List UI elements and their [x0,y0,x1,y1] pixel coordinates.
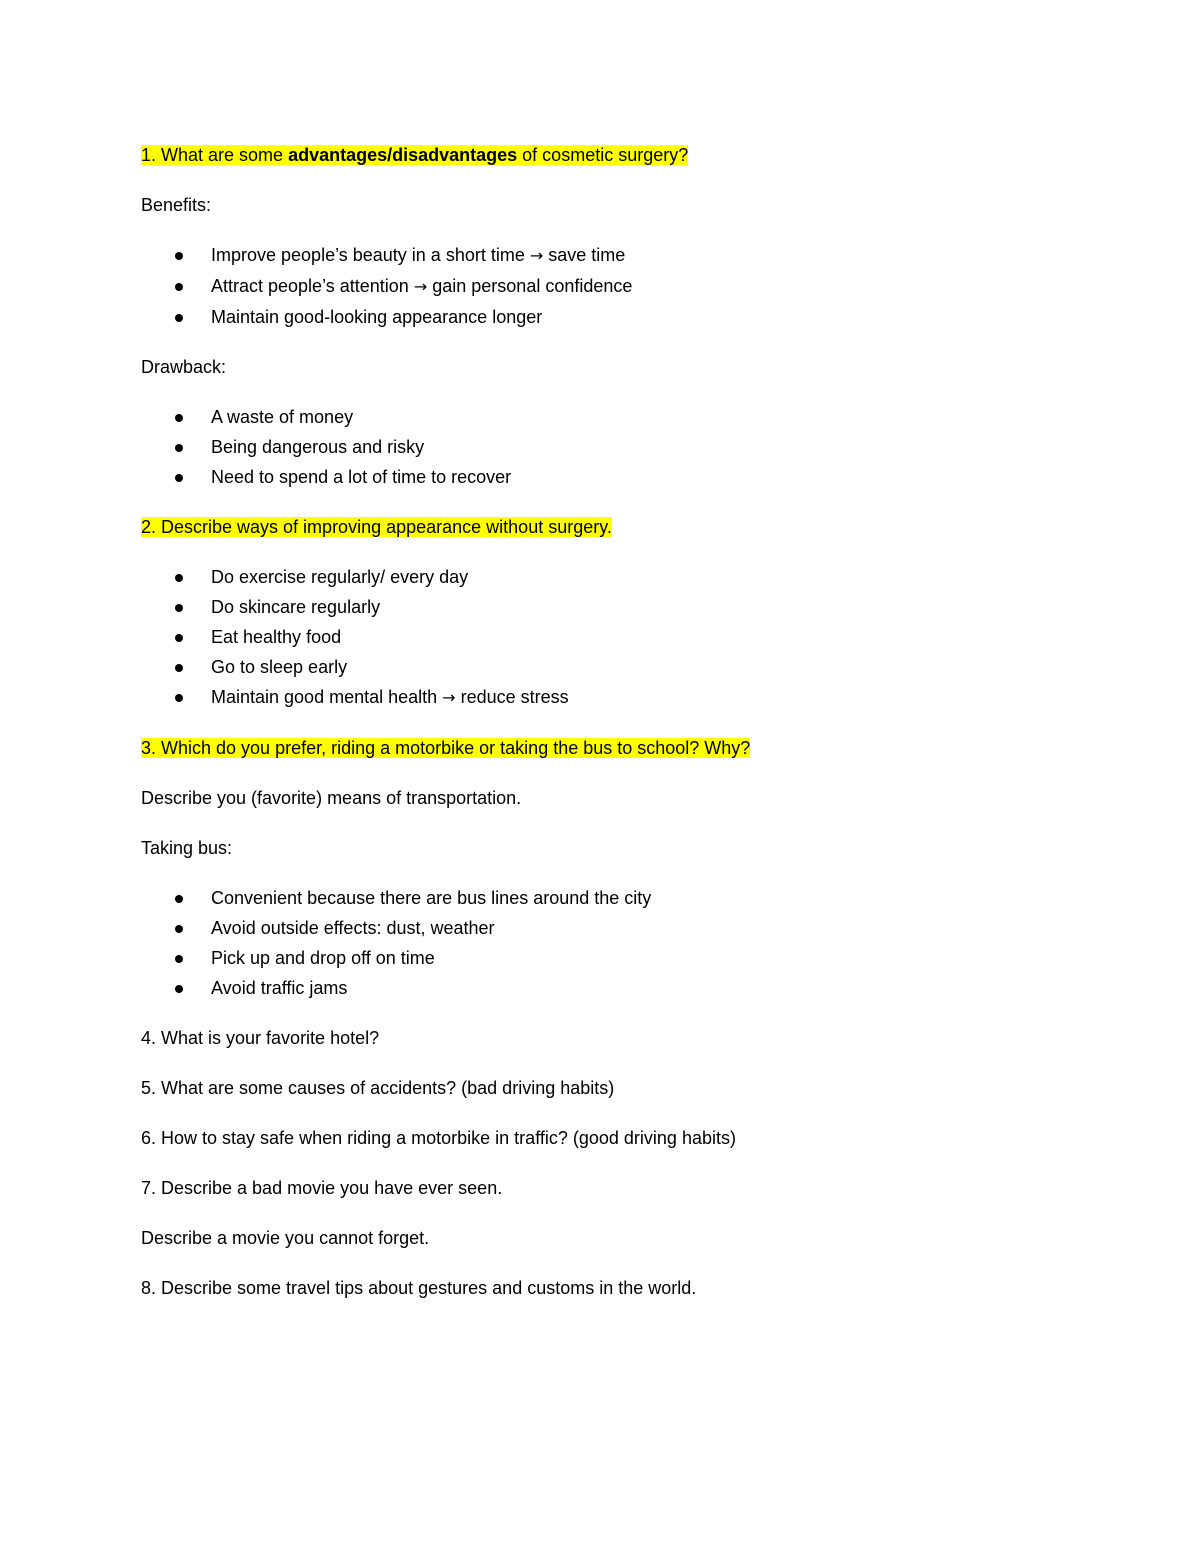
question-2-highlight: 2. Describe ways of improving appearance without surgery. [141,517,612,537]
list-item [141,432,1071,462]
question-2 [141,512,1071,542]
bullet-icon [175,985,183,993]
list-item-result: reduce stress [460,687,569,707]
question-7-followup: Describe a movie you cannot forget. [141,1228,430,1248]
list-item [141,652,1071,682]
arrow-right-icon: → [442,688,456,707]
bullet-icon [175,444,183,452]
list-item-result: gain personal confidence [432,276,633,296]
list-item [141,462,1071,492]
list-item [141,240,1071,271]
question-1-suffix: of cosmetic surgery? [517,145,689,165]
list-item [141,271,1071,302]
list-item [141,592,1071,622]
list-item-text: Maintain good mental health [211,687,438,707]
list-item-text: Pick up and drop off on time [211,948,435,968]
question-4: 4. What is your favorite hotel? [141,1028,380,1048]
list-item-text: Maintain good-looking appearance longer [211,307,543,327]
list-item-text: Avoid traffic jams [211,978,348,998]
list-item [141,943,1071,973]
question-5: 5. What are some causes of accidents? (bad driving habits) [141,1078,615,1098]
ways-list [141,562,1071,713]
question-6: 6. How to stay safe when riding a motorbike in traffic? (good driving habits) [141,1128,736,1148]
arrow-right-icon: → [529,246,544,265]
list-item [141,883,1071,913]
question-1-highlight [141,145,688,165]
bullet-icon [175,314,183,322]
bullet-icon [175,634,183,642]
list-item-text: Do exercise regularly/ every day [211,567,469,587]
list-item [141,562,1071,592]
bullet-icon [175,925,183,933]
list-item [141,622,1071,652]
bullet-icon [175,574,183,582]
list-item-text: Attract people’s attention [211,276,409,296]
question-3-followup: Describe you (favorite) means of transportation. [141,788,522,808]
bullet-icon [175,414,183,422]
list-item [141,913,1071,943]
arrow-right-icon: → [413,277,428,296]
list-item-result: save time [548,245,626,265]
drawbacks-list [141,402,1071,492]
list-item [141,973,1071,1003]
bullet-icon [175,664,183,672]
list-item [141,302,1071,332]
bullet-icon [175,604,183,612]
list-item-text: Eat healthy food [211,627,342,647]
bullet-icon [175,955,183,963]
document-body [141,140,1071,1323]
list-item-text: Improve people’s beauty in a short time [211,245,525,265]
benefits-list [141,240,1071,332]
list-item-text: Do skincare regularly [211,597,381,617]
question-3 [141,733,1071,763]
question-7: 7. Describe a bad movie you have ever seen. [141,1178,503,1198]
list-item-text: Being dangerous and risky [211,437,425,457]
benefits-label: Benefits: [141,195,212,215]
question-8: 8. Describe some travel tips about gestures and customs in the world. [141,1278,697,1298]
list-item-text: Need to spend a lot of time to recover [211,467,512,487]
list-item-text: Avoid outside effects: dust, weather [211,918,495,938]
bullet-icon [175,694,183,702]
list-item [141,682,1071,713]
question-1-prefix: 1. What are some [141,145,289,165]
question-1-bold-term: advantages/disadvantages [288,145,518,165]
question-3-highlight: 3. Which do you prefer, riding a motorbike or taking the bus to school? Why? [141,738,751,758]
taking-bus-label: Taking bus: [141,838,233,858]
bullet-icon [175,283,183,291]
bullet-icon [175,474,183,482]
bullet-icon [175,252,183,260]
list-item [141,402,1071,432]
question-1 [141,140,1071,170]
list-item-text: Go to sleep early [211,657,348,677]
bus-points-list [141,883,1071,1003]
bullet-icon [175,895,183,903]
list-item-text: Convenient because there are bus lines around the city [211,888,652,908]
drawback-label: Drawback: [141,357,227,377]
list-item-text: A waste of money [211,407,354,427]
